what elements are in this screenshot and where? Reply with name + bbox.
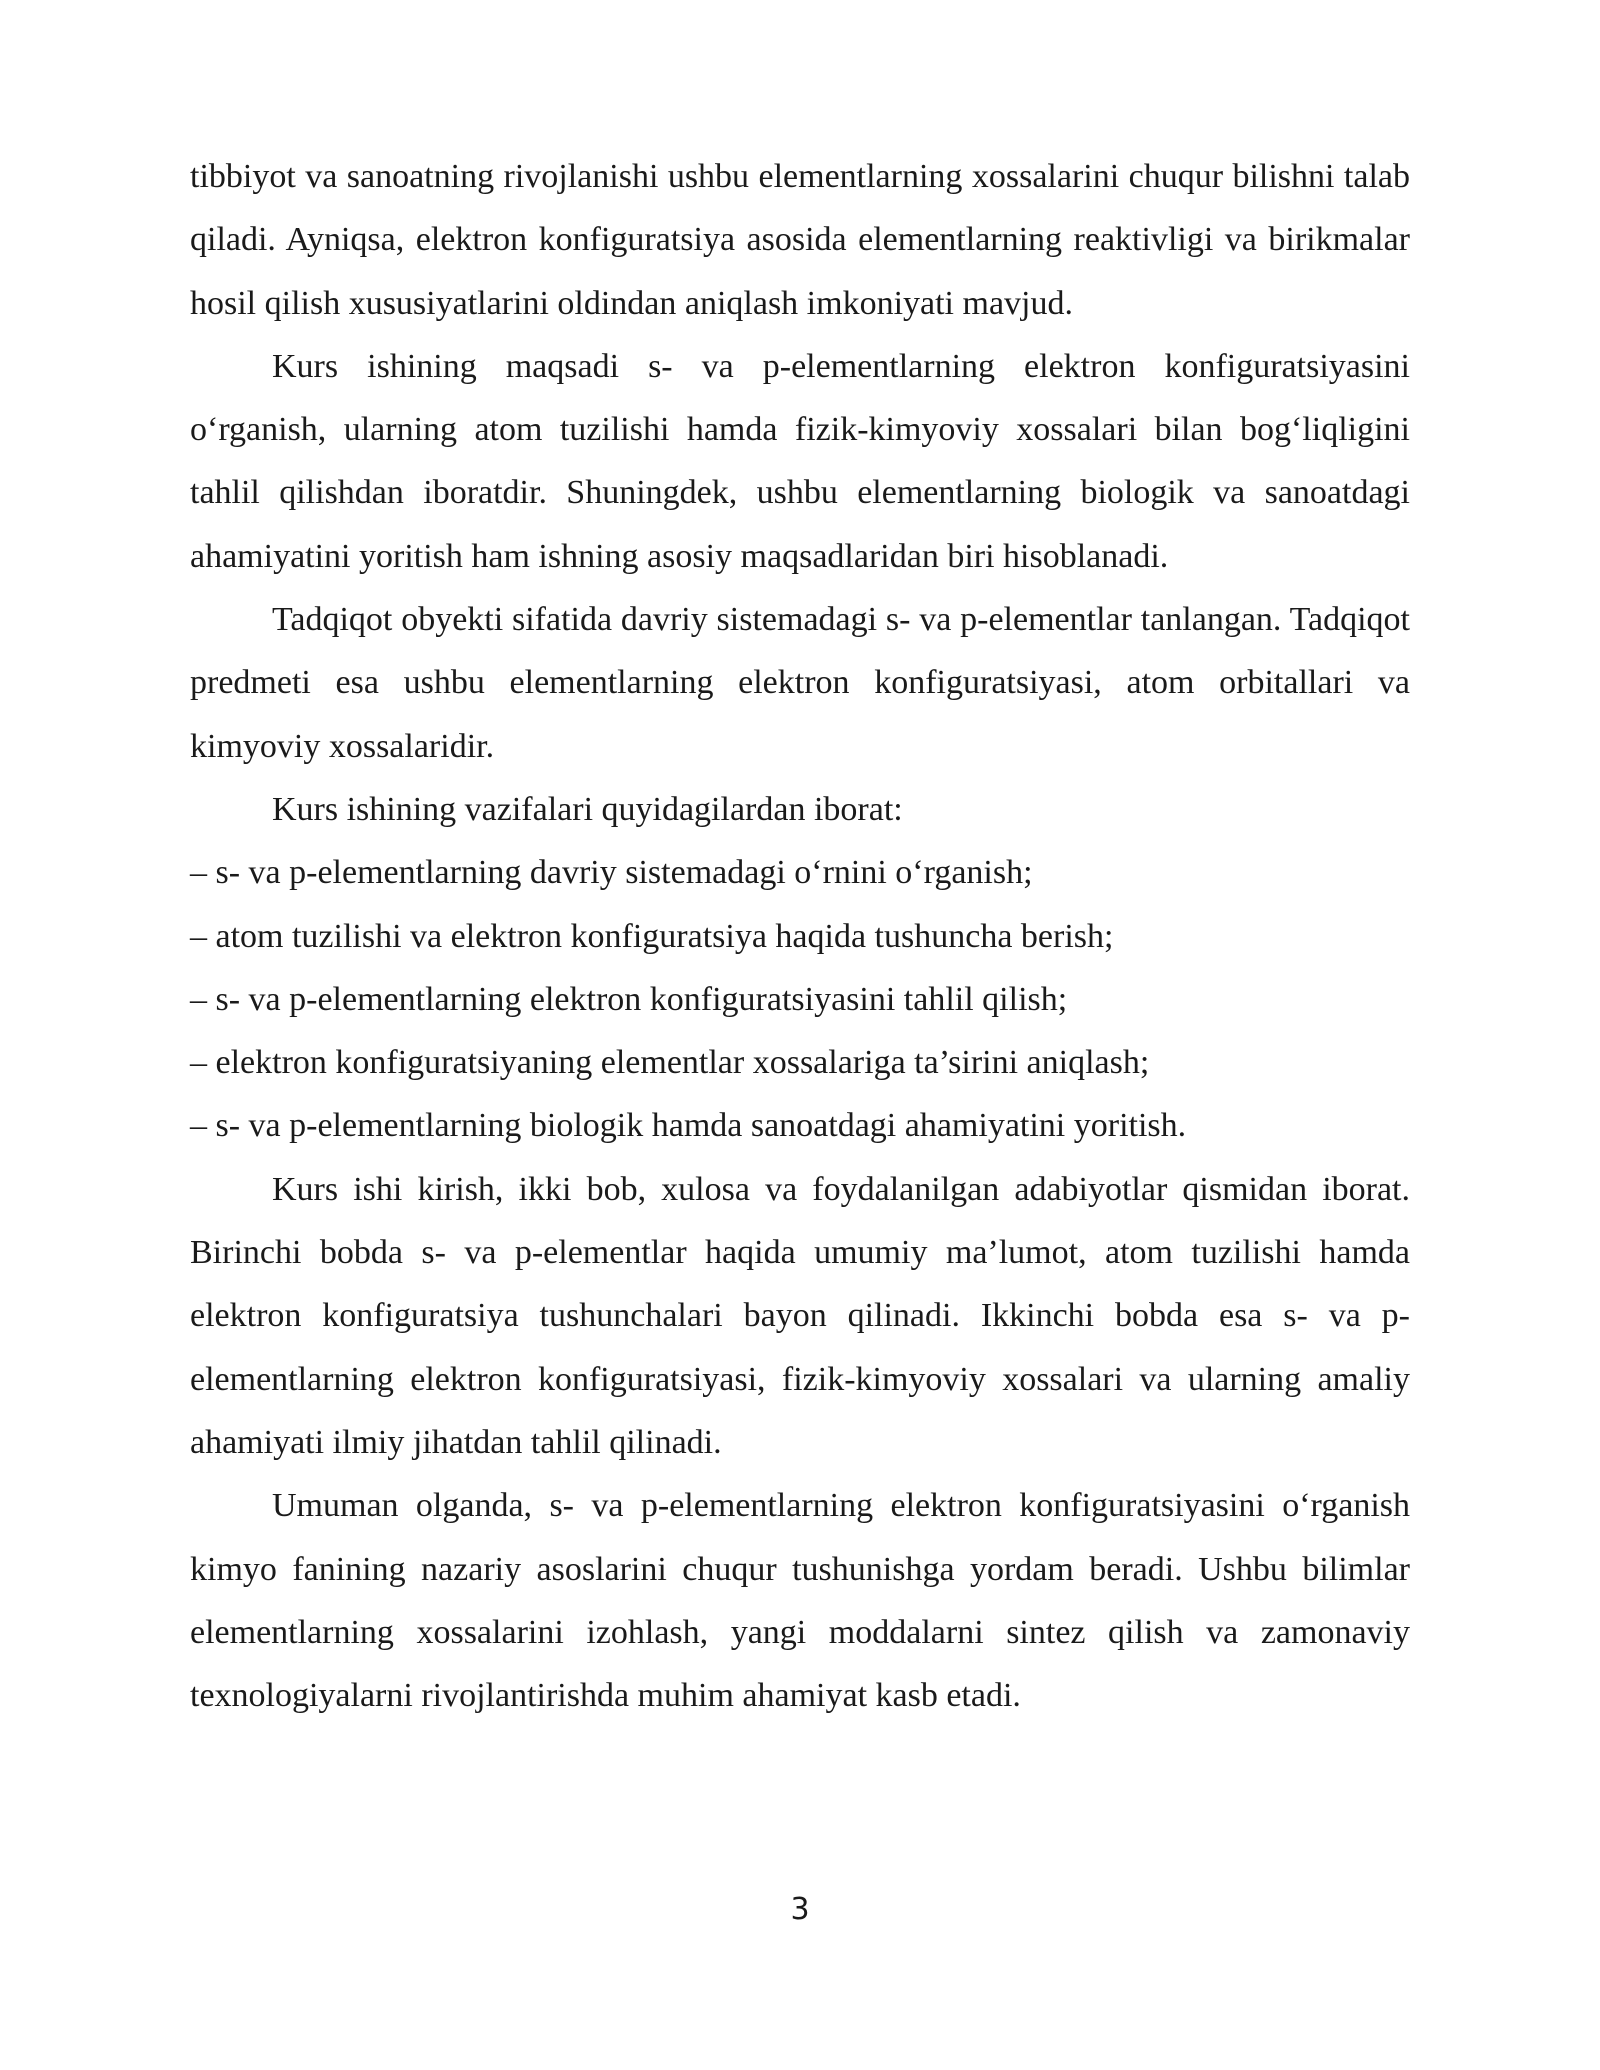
paragraph-purpose: Kurs ishining maqsadi s- va p-elementlarning elektron konfiguratsiyasini o‘rganish, ularning atom tuzilishi hamda fizik-kimyoviy xossalari bilan bog‘liqligini tahlil qilishdan iboratdir. Shuningdek, ushbu elementlarning biologik va sanoatdagi ahamiyatini yoritish ham ishning asosiy maqsadlaridan biri hisoblanadi. bbox=[190, 347, 1410, 575]
paragraph-conclusion: Umuman olganda, s- va p-elementlarning elektron konfiguratsiyasini o‘rganish kimyo fanining nazariy asoslarini chuqur tushunishga yordam beradi. Ushbu bilimlar elementlarning xossalarini izohlash, yangi moddalarni sintez qilish va zamonaviy texnologiyalarni rivojlantirishda muhim ahamiyat kasb etadi. bbox=[190, 1487, 1410, 1715]
paragraph-object-subject: Tadqiqot obyekti sifatida davriy sistemadagi s- va p-elementlar tanlangan. Tadqiqot predmeti esa ushbu elementlarning elektron konfiguratsiyasi, atom orbitallari va kimyoviy xossalaridir. bbox=[190, 601, 1410, 765]
list-item: – atom tuzilishi va elektron konfiguratsiya haqida tushuncha berish; bbox=[190, 917, 1114, 955]
tasks-list bbox=[190, 841, 1410, 1157]
page-number: 3 bbox=[790, 1892, 810, 1927]
body-text bbox=[190, 145, 1410, 1727]
paragraph-structure: Kurs ishi kirish, ikki bob, xulosa va foydalanilgan adabiyotlar qismidan iborat. Birinchi bobda s- va p-elementlar haqida umumiy ma’lumot, atom tuzilishi hamda elektron konfiguratsiya tushunchalari bayon qilinadi. Ikkinchi bobda esa s- va p-elementlarning elektron konfiguratsiyasi, fizik-kimyoviy xossalari va ularning amaliy ahamiyati ilmiy jihatdan tahlil qilinadi. bbox=[190, 1170, 1410, 1461]
list-item: – s- va p-elementlarning elektron konfiguratsiyasini tahlil qilish; bbox=[190, 980, 1068, 1018]
paragraph-continuation: tibbiyot va sanoatning rivojlanishi ushbu elementlarning xossalarini chuqur bilishni talab qiladi. Ayniqsa, elektron konfiguratsiya asosida elementlarning reaktivligi va birikmalar hosil qilish xususiyatlarini oldindan aniqlash imkoniyati mavjud. bbox=[190, 158, 1410, 322]
list-item: – s- va p-elementlarning biologik hamda sanoatdagi ahamiyatini yoritish. bbox=[190, 1107, 1187, 1145]
paragraph-tasks-intro: Kurs ishining vazifalari quyidagilardan iborat: bbox=[272, 790, 903, 828]
list-item: – elektron konfiguratsiyaning elementlar xossalariga ta’sirini aniqlash; bbox=[190, 1044, 1150, 1082]
list-item: – s- va p-elementlarning davriy sistemadagi o‘rnini o‘rganish; bbox=[190, 854, 1033, 892]
